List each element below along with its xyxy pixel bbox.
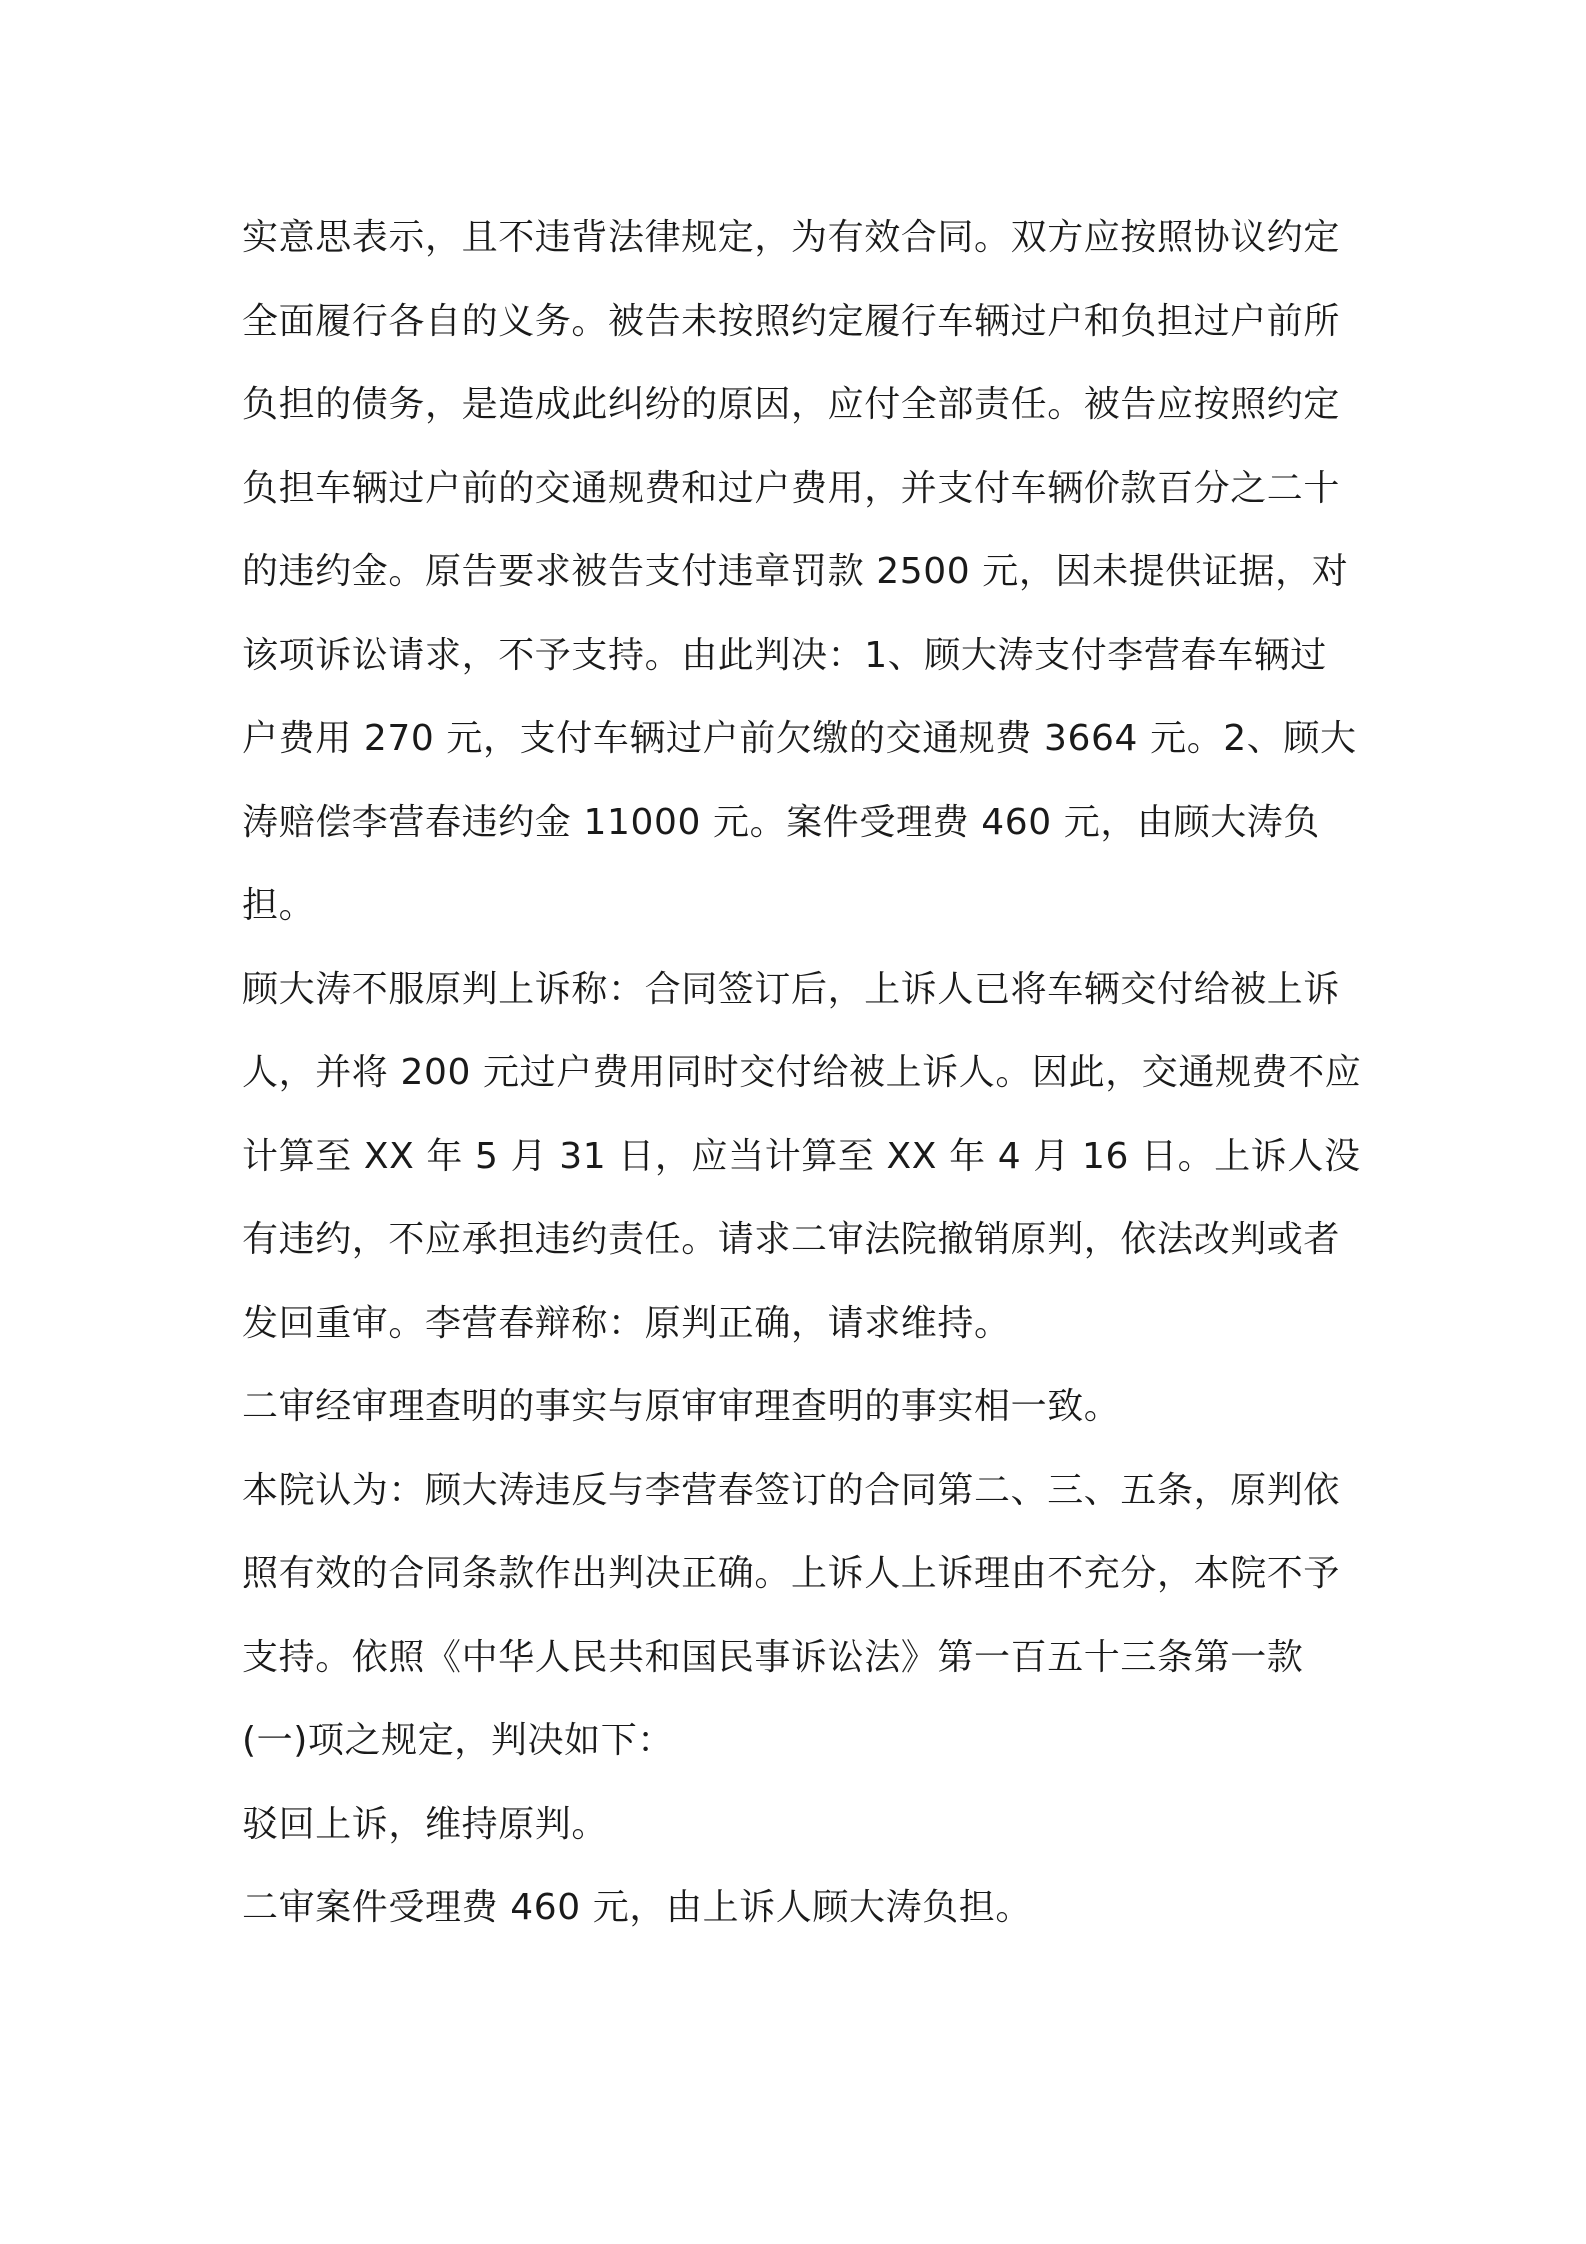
paragraph-judgment: 驳回上诉，维持原判。: [242, 1803, 609, 1845]
paragraph-fee-allocation: 二审案件受理费 460 元，由上诉人顾大涛负担。: [242, 1887, 1032, 1928]
paragraph-appeal-claims: 顾大涛不服原判上诉称：合同签订后，上诉人已将车辆交付给被上诉人，并将 200 元过户费用同时交付给被上诉人。因此，交通规费不应计算至 XX 年 5 月 31 日，应当计算至 XX 年 4 月 16 日。上诉人没有违约，不应承担违约责任。请求二审法院撤销原判，依法改判或者发回重审。李营春辩称：原判正确，请求维持。: [242, 968, 1362, 1344]
paragraph-court-reasoning-original: 实意思表示，且不违背法律规定，为有效合同。双方应按照协议约定全面履行各自的义务。被告未按照约定履行车辆过户和负担过户前所负担的债务，是造成此纠纷的原因，应付全部责任。被告应按照约定负担车辆过户前的交通规费和过户费用，并支付车辆价款百分之二十的违约金。原告要求被告支付违章罚款 2500 元，因未提供证据，对该项诉讼请求，不予支持。由此判决：1、顾大涛支付李营春车辆过户费用 270 元，支付车辆过户前欠缴的交通规费 3664 元。2、顾大涛赔偿李营春违约金 11000 元。案件受理费 460 元，由顾大涛负担。: [242, 217, 1357, 926]
paragraph-second-instance-facts: 二审经审理查明的事实与原审审理查明的事实相一致。: [242, 1386, 1121, 1427]
paragraph-court-opinion: 本院认为：顾大涛违反与李营春签订的合同第二、三、五条，原判依照有效的合同条款作出判决正确。上诉人上诉理由不充分，本院不予支持。依照《中华人民共和国民事诉讼法》第一百五十三条第一款(一)项之规定，判决如下：: [242, 1469, 1341, 1761]
document-body: [242, 196, 1362, 1950]
